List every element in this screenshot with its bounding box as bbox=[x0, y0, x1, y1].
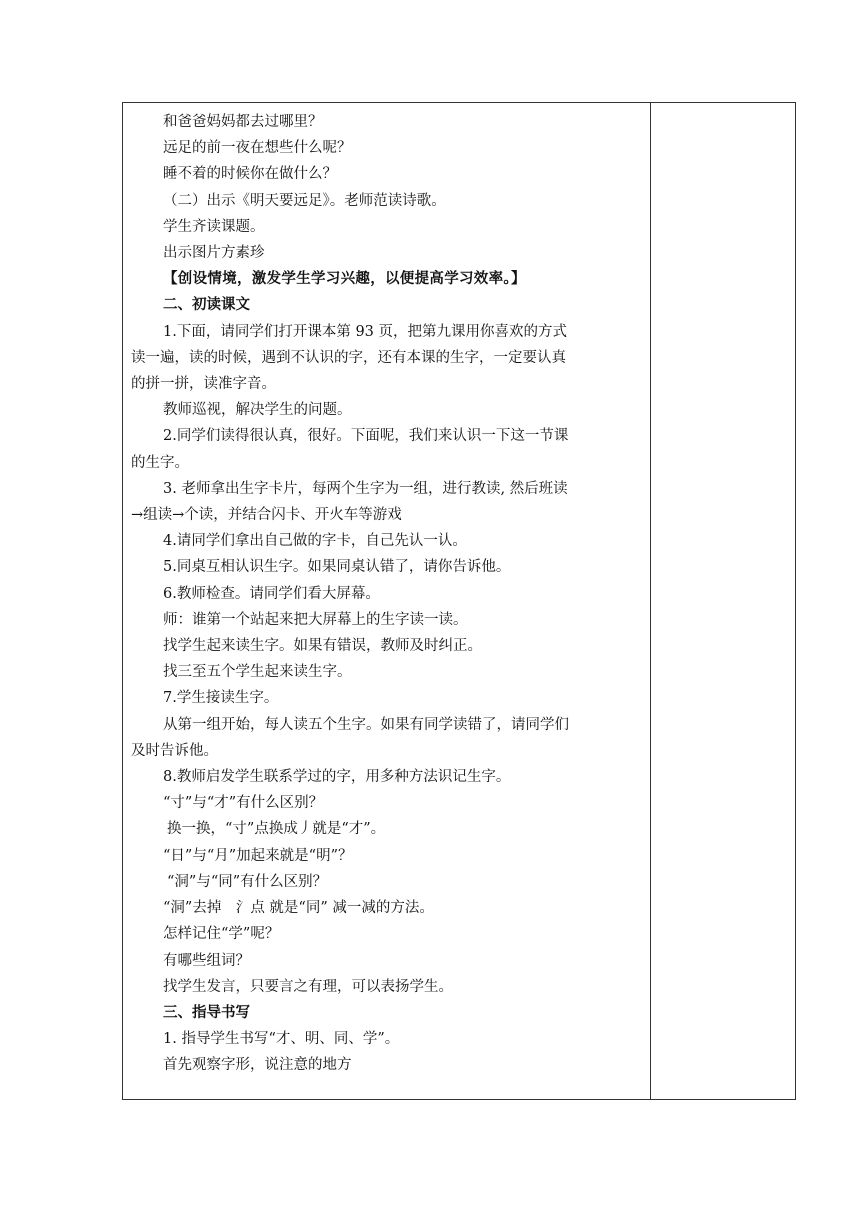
text-line: 7.学生接读生字。 bbox=[163, 690, 279, 707]
section-heading: 三、指导书写 bbox=[163, 1004, 250, 1021]
section-heading: 二、初读课文 bbox=[163, 297, 250, 314]
text-line: 换一换，“寸”点换成丿就是“才”。 bbox=[167, 821, 386, 838]
design-note: 【创设情境，激发学生学习兴趣，以便提高学习效率。】 bbox=[163, 270, 526, 288]
text-line: （二）出示《明天要远足》。老师范读诗歌。 bbox=[163, 192, 446, 209]
text-line: 1. 指导学生书写“才、明、同、学”。 bbox=[163, 1031, 400, 1048]
text-line: 6.教师检查。请同学们看大屏幕。 bbox=[163, 585, 380, 602]
text-line: 5.同桌互相认识生字。如果同桌认错了，请你告诉他。 bbox=[163, 559, 511, 576]
text-line: 首先观察字形，说注意的地方 bbox=[163, 1057, 352, 1074]
text-line: 睡不着的时候你在做什么？ bbox=[163, 166, 337, 183]
text-line: 找三至五个学生起来读生字。 bbox=[163, 664, 352, 681]
text-line: 2.同学们读得很认真，很好。下面呢，我们来认识一下这一节课 bbox=[163, 428, 569, 445]
text-line: 1.下面，请同学们打开课本第 93 页，把第九课用你喜欢的方式 bbox=[163, 323, 568, 340]
text-line: 怎样记住“学”呢？ bbox=[163, 926, 280, 943]
lesson-table bbox=[122, 102, 796, 1100]
text-line: 远足的前一夜在想些什么呢？ bbox=[163, 140, 352, 157]
text-line: 及时告诉他。 bbox=[131, 742, 218, 759]
text-line: 找学生起来读生字。如果有错误，教师及时纠正。 bbox=[163, 638, 482, 655]
text-line: “日”与“月”加起来就是“明”？ bbox=[163, 847, 353, 864]
text-line: 学生齐读课题。 bbox=[163, 218, 265, 235]
text-line: 有哪些组词？ bbox=[163, 952, 250, 969]
text-line: 读一遍，读的时候，遇到不认识的字，还有本课的生字，一定要认真 bbox=[131, 349, 566, 366]
text-line: 找学生发言，只要言之有理，可以表扬学生。 bbox=[163, 978, 453, 995]
text-line: 4.请同学们拿出自己做的字卡，自己先认一认。 bbox=[163, 533, 467, 550]
text-line: “洞”去掉 氵点 就是“同” 减一减的方法。 bbox=[163, 900, 434, 917]
text-line: 出示图片方素珍 bbox=[163, 245, 265, 262]
text-line: 和爸爸妈妈都去过哪里？ bbox=[163, 114, 323, 130]
text-line: 师：谁第一个站起来把大屏幕上的生字读一读。 bbox=[163, 611, 468, 628]
lesson-content-cell bbox=[131, 109, 643, 1079]
text-line: “洞”与“同”有什么区别？ bbox=[167, 873, 328, 890]
text-line: 的拼一拼，读准字音。 bbox=[131, 376, 276, 393]
text-line: 从第一组开始，每人读五个生字。如果有同学读错了，请同学们 bbox=[163, 716, 569, 733]
text-line: 的生字。 bbox=[131, 454, 189, 471]
text-line: 8.教师启发学生联系学过的字，用多种方法识记生字。 bbox=[163, 769, 511, 786]
text-line: →组读→个读，并结合闪卡、开火车等游戏 bbox=[131, 507, 402, 524]
text-line: “寸”与“才”有什么区别？ bbox=[163, 795, 324, 812]
column-divider bbox=[650, 103, 651, 1099]
text-line: 3. 老师拿出生字卡片，每两个生字为一组，进行教读, 然后班读 bbox=[163, 480, 568, 497]
text-line: 教师巡视，解决学生的问题。 bbox=[163, 402, 352, 419]
